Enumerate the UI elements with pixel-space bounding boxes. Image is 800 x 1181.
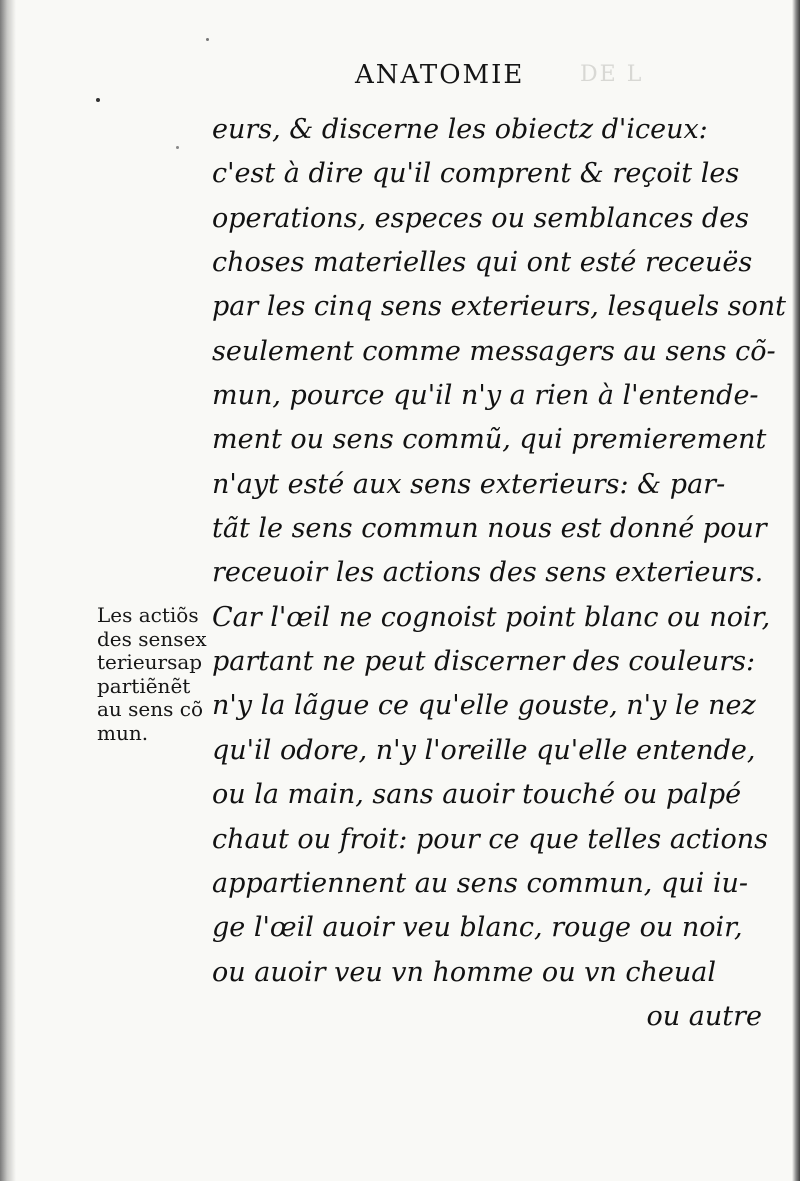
text-line: seulement comme messagers au sens cõ-: [212, 335, 776, 367]
text-line: qu'il odore, n'y l'oreille qu'elle entende,: [212, 734, 756, 766]
catchword: ou autre: [646, 1000, 762, 1032]
margin-note: [97, 604, 237, 745]
text-line: ment ou sens commũ, qui premierement: [212, 424, 767, 456]
text-line: ou la main, sans auoir touché ou palpé: [212, 779, 742, 811]
ink-speck: [176, 146, 179, 149]
margin-note-line: mun.: [97, 720, 149, 745]
gutter-shadow: [0, 0, 16, 1181]
text-line: n'ayt esté aux sens exterieurs: & par-: [212, 468, 726, 500]
margin-note-line: Les actiõs: [97, 603, 199, 627]
text-line: Car l'œil ne cognoist point blanc ou noir,: [212, 601, 771, 633]
margin-note-line: terieursap: [97, 650, 203, 674]
text-line: n'y la lãgue ce qu'elle gouste, n'y le nez: [212, 690, 756, 722]
bleed-through-text: DE L: [580, 62, 644, 87]
text-line: eurs, & discerne les obiectz d'iceux:: [212, 114, 708, 145]
text-line: tãt le sens commun nous est donné pour: [212, 513, 767, 545]
text-line: c'est à dire qu'il comprent & reçoit les: [212, 158, 740, 190]
margin-note-line: partiẽnẽt: [97, 673, 191, 698]
page-edge-shadow: [792, 0, 800, 1181]
running-head: ANATOMIE: [355, 60, 525, 90]
text-line: ge l'œil auoir veu blanc, rouge ou noir,: [212, 912, 743, 944]
text-line: partant ne peut discerner des couleurs:: [212, 646, 756, 678]
text-line: mun, pource qu'il n'y a rien à l'entende-: [212, 380, 759, 412]
margin-note-line: au sens cõ: [97, 697, 204, 721]
ink-speck: [206, 38, 209, 41]
ink-speck: [96, 98, 100, 102]
text-line: appartiennent au sens commun, qui iu-: [212, 867, 749, 899]
body-text: [212, 108, 787, 1039]
margin-note-line: des sensex: [97, 626, 207, 651]
text-line: chaut ou froit: pour ce que telles actions: [212, 823, 769, 855]
text-line: par les cinq sens exterieurs, lesquels sont: [212, 291, 787, 323]
text-line: receuoir les actions des sens exterieurs.: [212, 557, 764, 589]
text-line: operations, especes ou semblances des: [212, 202, 750, 234]
text-line: ou auoir veu vn homme ou vn cheual: [212, 956, 716, 988]
text-line: choses materielles qui ont esté receuës: [212, 247, 753, 279]
